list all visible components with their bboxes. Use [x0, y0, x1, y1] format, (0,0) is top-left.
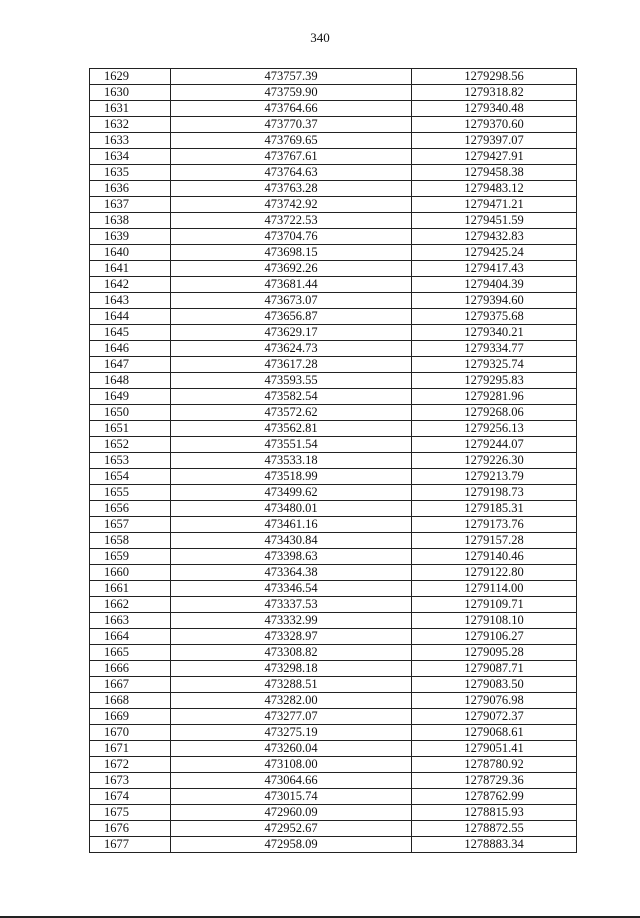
- y-coordinate-cell: 1279256.13: [412, 421, 577, 437]
- x-coordinate-cell: 473764.63: [171, 165, 412, 181]
- table-row: [90, 293, 577, 309]
- table-row: [90, 565, 577, 581]
- x-coordinate-cell: 473593.55: [171, 373, 412, 389]
- x-coordinate-cell: 472952.67: [171, 821, 412, 837]
- y-coordinate-cell: 1279432.83: [412, 229, 577, 245]
- y-coordinate-cell: 1278872.55: [412, 821, 577, 837]
- x-coordinate-cell: 473767.61: [171, 149, 412, 165]
- table-row: [90, 389, 577, 405]
- point-id-cell: 1644: [90, 309, 171, 325]
- point-id-cell: 1629: [90, 69, 171, 85]
- point-id-cell: 1647: [90, 357, 171, 373]
- point-id-cell: 1668: [90, 693, 171, 709]
- table-row: [90, 549, 577, 565]
- x-coordinate-cell: 473656.87: [171, 309, 412, 325]
- y-coordinate-cell: 1279404.39: [412, 277, 577, 293]
- point-id-cell: 1665: [90, 645, 171, 661]
- point-id-cell: 1659: [90, 549, 171, 565]
- point-id-cell: 1640: [90, 245, 171, 261]
- x-coordinate-cell: 473108.00: [171, 757, 412, 773]
- x-coordinate-cell: 473298.18: [171, 661, 412, 677]
- point-id-cell: 1638: [90, 213, 171, 229]
- y-coordinate-cell: 1278780.92: [412, 757, 577, 773]
- point-id-cell: 1674: [90, 789, 171, 805]
- y-coordinate-cell: 1279198.73: [412, 485, 577, 501]
- x-coordinate-cell: 473337.53: [171, 597, 412, 613]
- x-coordinate-cell: 473015.74: [171, 789, 412, 805]
- y-coordinate-cell: 1279108.10: [412, 613, 577, 629]
- table-row: [90, 309, 577, 325]
- table-row: [90, 661, 577, 677]
- table-row: [90, 133, 577, 149]
- point-id-cell: 1636: [90, 181, 171, 197]
- y-coordinate-cell: 1279334.77: [412, 341, 577, 357]
- point-id-cell: 1631: [90, 101, 171, 117]
- point-id-cell: 1676: [90, 821, 171, 837]
- point-id-cell: 1655: [90, 485, 171, 501]
- table-row: [90, 533, 577, 549]
- y-coordinate-cell: 1279397.07: [412, 133, 577, 149]
- x-coordinate-cell: 473770.37: [171, 117, 412, 133]
- y-coordinate-cell: 1279340.48: [412, 101, 577, 117]
- y-coordinate-cell: 1279298.56: [412, 69, 577, 85]
- point-id-cell: 1675: [90, 805, 171, 821]
- y-coordinate-cell: 1279226.30: [412, 453, 577, 469]
- y-coordinate-cell: 1279268.06: [412, 405, 577, 421]
- table-row: [90, 613, 577, 629]
- point-id-cell: 1666: [90, 661, 171, 677]
- y-coordinate-cell: 1279109.71: [412, 597, 577, 613]
- table-row: [90, 485, 577, 501]
- table-row: [90, 773, 577, 789]
- y-coordinate-cell: 1279083.50: [412, 677, 577, 693]
- table-row: [90, 837, 577, 853]
- table-row: [90, 677, 577, 693]
- x-coordinate-cell: 473582.54: [171, 389, 412, 405]
- table-row: [90, 469, 577, 485]
- x-coordinate-cell: 473692.26: [171, 261, 412, 277]
- y-coordinate-cell: 1278883.34: [412, 837, 577, 853]
- x-coordinate-cell: 473064.66: [171, 773, 412, 789]
- table-row: [90, 117, 577, 133]
- y-coordinate-cell: 1279140.46: [412, 549, 577, 565]
- table-row: [90, 149, 577, 165]
- table-row: [90, 581, 577, 597]
- table-row: [90, 357, 577, 373]
- point-id-cell: 1669: [90, 709, 171, 725]
- x-coordinate-cell: 473308.82: [171, 645, 412, 661]
- x-coordinate-cell: 473499.62: [171, 485, 412, 501]
- x-coordinate-cell: 473364.38: [171, 565, 412, 581]
- point-id-cell: 1661: [90, 581, 171, 597]
- x-coordinate-cell: 473328.97: [171, 629, 412, 645]
- x-coordinate-cell: 473763.28: [171, 181, 412, 197]
- table-row: [90, 517, 577, 533]
- table-row: [90, 741, 577, 757]
- table-row: [90, 645, 577, 661]
- y-coordinate-cell: 1279417.43: [412, 261, 577, 277]
- table-row: [90, 501, 577, 517]
- x-coordinate-cell: 473722.53: [171, 213, 412, 229]
- point-id-cell: 1660: [90, 565, 171, 581]
- table-row: [90, 213, 577, 229]
- point-id-cell: 1641: [90, 261, 171, 277]
- y-coordinate-cell: 1278729.36: [412, 773, 577, 789]
- y-coordinate-cell: 1279425.24: [412, 245, 577, 261]
- x-coordinate-cell: 473480.01: [171, 501, 412, 517]
- table-row: [90, 85, 577, 101]
- y-coordinate-cell: 1279122.80: [412, 565, 577, 581]
- x-coordinate-cell: 473769.65: [171, 133, 412, 149]
- x-coordinate-cell: 473681.44: [171, 277, 412, 293]
- y-coordinate-cell: 1279375.68: [412, 309, 577, 325]
- point-id-cell: 1633: [90, 133, 171, 149]
- x-coordinate-cell: 473398.63: [171, 549, 412, 565]
- point-id-cell: 1646: [90, 341, 171, 357]
- y-coordinate-cell: 1279295.83: [412, 373, 577, 389]
- point-id-cell: 1672: [90, 757, 171, 773]
- y-coordinate-cell: 1279106.27: [412, 629, 577, 645]
- x-coordinate-cell: 473624.73: [171, 341, 412, 357]
- x-coordinate-cell: 473282.00: [171, 693, 412, 709]
- table-row: [90, 453, 577, 469]
- point-id-cell: 1663: [90, 613, 171, 629]
- x-coordinate-cell: 473757.39: [171, 69, 412, 85]
- table-row: [90, 725, 577, 741]
- table-row: [90, 325, 577, 341]
- point-id-cell: 1645: [90, 325, 171, 341]
- y-coordinate-cell: 1279087.71: [412, 661, 577, 677]
- y-coordinate-cell: 1279370.60: [412, 117, 577, 133]
- y-coordinate-cell: 1279157.28: [412, 533, 577, 549]
- table-row: [90, 165, 577, 181]
- x-coordinate-cell: 472958.09: [171, 837, 412, 853]
- table-row: [90, 709, 577, 725]
- y-coordinate-cell: 1279068.61: [412, 725, 577, 741]
- y-coordinate-cell: 1279451.59: [412, 213, 577, 229]
- point-id-cell: 1667: [90, 677, 171, 693]
- y-coordinate-cell: 1279114.00: [412, 581, 577, 597]
- x-coordinate-cell: 473275.19: [171, 725, 412, 741]
- table-row: [90, 597, 577, 613]
- x-coordinate-cell: 472960.09: [171, 805, 412, 821]
- point-id-cell: 1632: [90, 117, 171, 133]
- point-id-cell: 1651: [90, 421, 171, 437]
- y-coordinate-cell: 1279095.28: [412, 645, 577, 661]
- x-coordinate-cell: 473533.18: [171, 453, 412, 469]
- table-row: [90, 245, 577, 261]
- y-coordinate-cell: 1278815.93: [412, 805, 577, 821]
- y-coordinate-cell: 1279471.21: [412, 197, 577, 213]
- point-id-cell: 1650: [90, 405, 171, 421]
- x-coordinate-cell: 473759.90: [171, 85, 412, 101]
- table-row: [90, 629, 577, 645]
- x-coordinate-cell: 473673.07: [171, 293, 412, 309]
- x-coordinate-cell: 473461.16: [171, 517, 412, 533]
- y-coordinate-cell: 1279340.21: [412, 325, 577, 341]
- table-row: [90, 821, 577, 837]
- point-id-cell: 1670: [90, 725, 171, 741]
- x-coordinate-cell: 473698.15: [171, 245, 412, 261]
- page-number: 340: [310, 30, 330, 45]
- x-coordinate-cell: 473288.51: [171, 677, 412, 693]
- table-row: [90, 693, 577, 709]
- x-coordinate-cell: 473430.84: [171, 533, 412, 549]
- x-coordinate-cell: 473572.62: [171, 405, 412, 421]
- table-row: [90, 421, 577, 437]
- table-row: [90, 69, 577, 85]
- point-id-cell: 1648: [90, 373, 171, 389]
- y-coordinate-cell: 1279394.60: [412, 293, 577, 309]
- coordinates-table: [89, 68, 577, 853]
- point-id-cell: 1662: [90, 597, 171, 613]
- table-row: [90, 229, 577, 245]
- y-coordinate-cell: 1279458.38: [412, 165, 577, 181]
- x-coordinate-cell: 473346.54: [171, 581, 412, 597]
- x-coordinate-cell: 473551.54: [171, 437, 412, 453]
- point-id-cell: 1634: [90, 149, 171, 165]
- x-coordinate-cell: 473277.07: [171, 709, 412, 725]
- table-row: [90, 437, 577, 453]
- x-coordinate-cell: 473742.92: [171, 197, 412, 213]
- point-id-cell: 1653: [90, 453, 171, 469]
- x-coordinate-cell: 473518.99: [171, 469, 412, 485]
- table-row: [90, 805, 577, 821]
- y-coordinate-cell: 1279318.82: [412, 85, 577, 101]
- point-id-cell: 1639: [90, 229, 171, 245]
- x-coordinate-cell: 473617.28: [171, 357, 412, 373]
- point-id-cell: 1643: [90, 293, 171, 309]
- point-id-cell: 1673: [90, 773, 171, 789]
- table-body: [90, 69, 577, 853]
- y-coordinate-cell: 1279185.31: [412, 501, 577, 517]
- y-coordinate-cell: 1279051.41: [412, 741, 577, 757]
- point-id-cell: 1677: [90, 837, 171, 853]
- y-coordinate-cell: 1278762.99: [412, 789, 577, 805]
- y-coordinate-cell: 1279173.76: [412, 517, 577, 533]
- y-coordinate-cell: 1279244.07: [412, 437, 577, 453]
- table-row: [90, 197, 577, 213]
- point-id-cell: 1649: [90, 389, 171, 405]
- table-row: [90, 181, 577, 197]
- table-row: [90, 373, 577, 389]
- point-id-cell: 1635: [90, 165, 171, 181]
- point-id-cell: 1664: [90, 629, 171, 645]
- table-row: [90, 101, 577, 117]
- table-row: [90, 261, 577, 277]
- x-coordinate-cell: 473332.99: [171, 613, 412, 629]
- point-id-cell: 1671: [90, 741, 171, 757]
- y-coordinate-cell: 1279427.91: [412, 149, 577, 165]
- table-row: [90, 277, 577, 293]
- table-row: [90, 341, 577, 357]
- y-coordinate-cell: 1279213.79: [412, 469, 577, 485]
- x-coordinate-cell: 473764.66: [171, 101, 412, 117]
- x-coordinate-cell: 473629.17: [171, 325, 412, 341]
- y-coordinate-cell: 1279325.74: [412, 357, 577, 373]
- x-coordinate-cell: 473562.81: [171, 421, 412, 437]
- table-row: [90, 789, 577, 805]
- point-id-cell: 1637: [90, 197, 171, 213]
- point-id-cell: 1656: [90, 501, 171, 517]
- point-id-cell: 1652: [90, 437, 171, 453]
- point-id-cell: 1630: [90, 85, 171, 101]
- point-id-cell: 1654: [90, 469, 171, 485]
- point-id-cell: 1658: [90, 533, 171, 549]
- y-coordinate-cell: 1279483.12: [412, 181, 577, 197]
- table-row: [90, 405, 577, 421]
- table-row: [90, 757, 577, 773]
- y-coordinate-cell: 1279281.96: [412, 389, 577, 405]
- x-coordinate-cell: 473260.04: [171, 741, 412, 757]
- y-coordinate-cell: 1279076.98: [412, 693, 577, 709]
- point-id-cell: 1657: [90, 517, 171, 533]
- x-coordinate-cell: 473704.76: [171, 229, 412, 245]
- point-id-cell: 1642: [90, 277, 171, 293]
- y-coordinate-cell: 1279072.37: [412, 709, 577, 725]
